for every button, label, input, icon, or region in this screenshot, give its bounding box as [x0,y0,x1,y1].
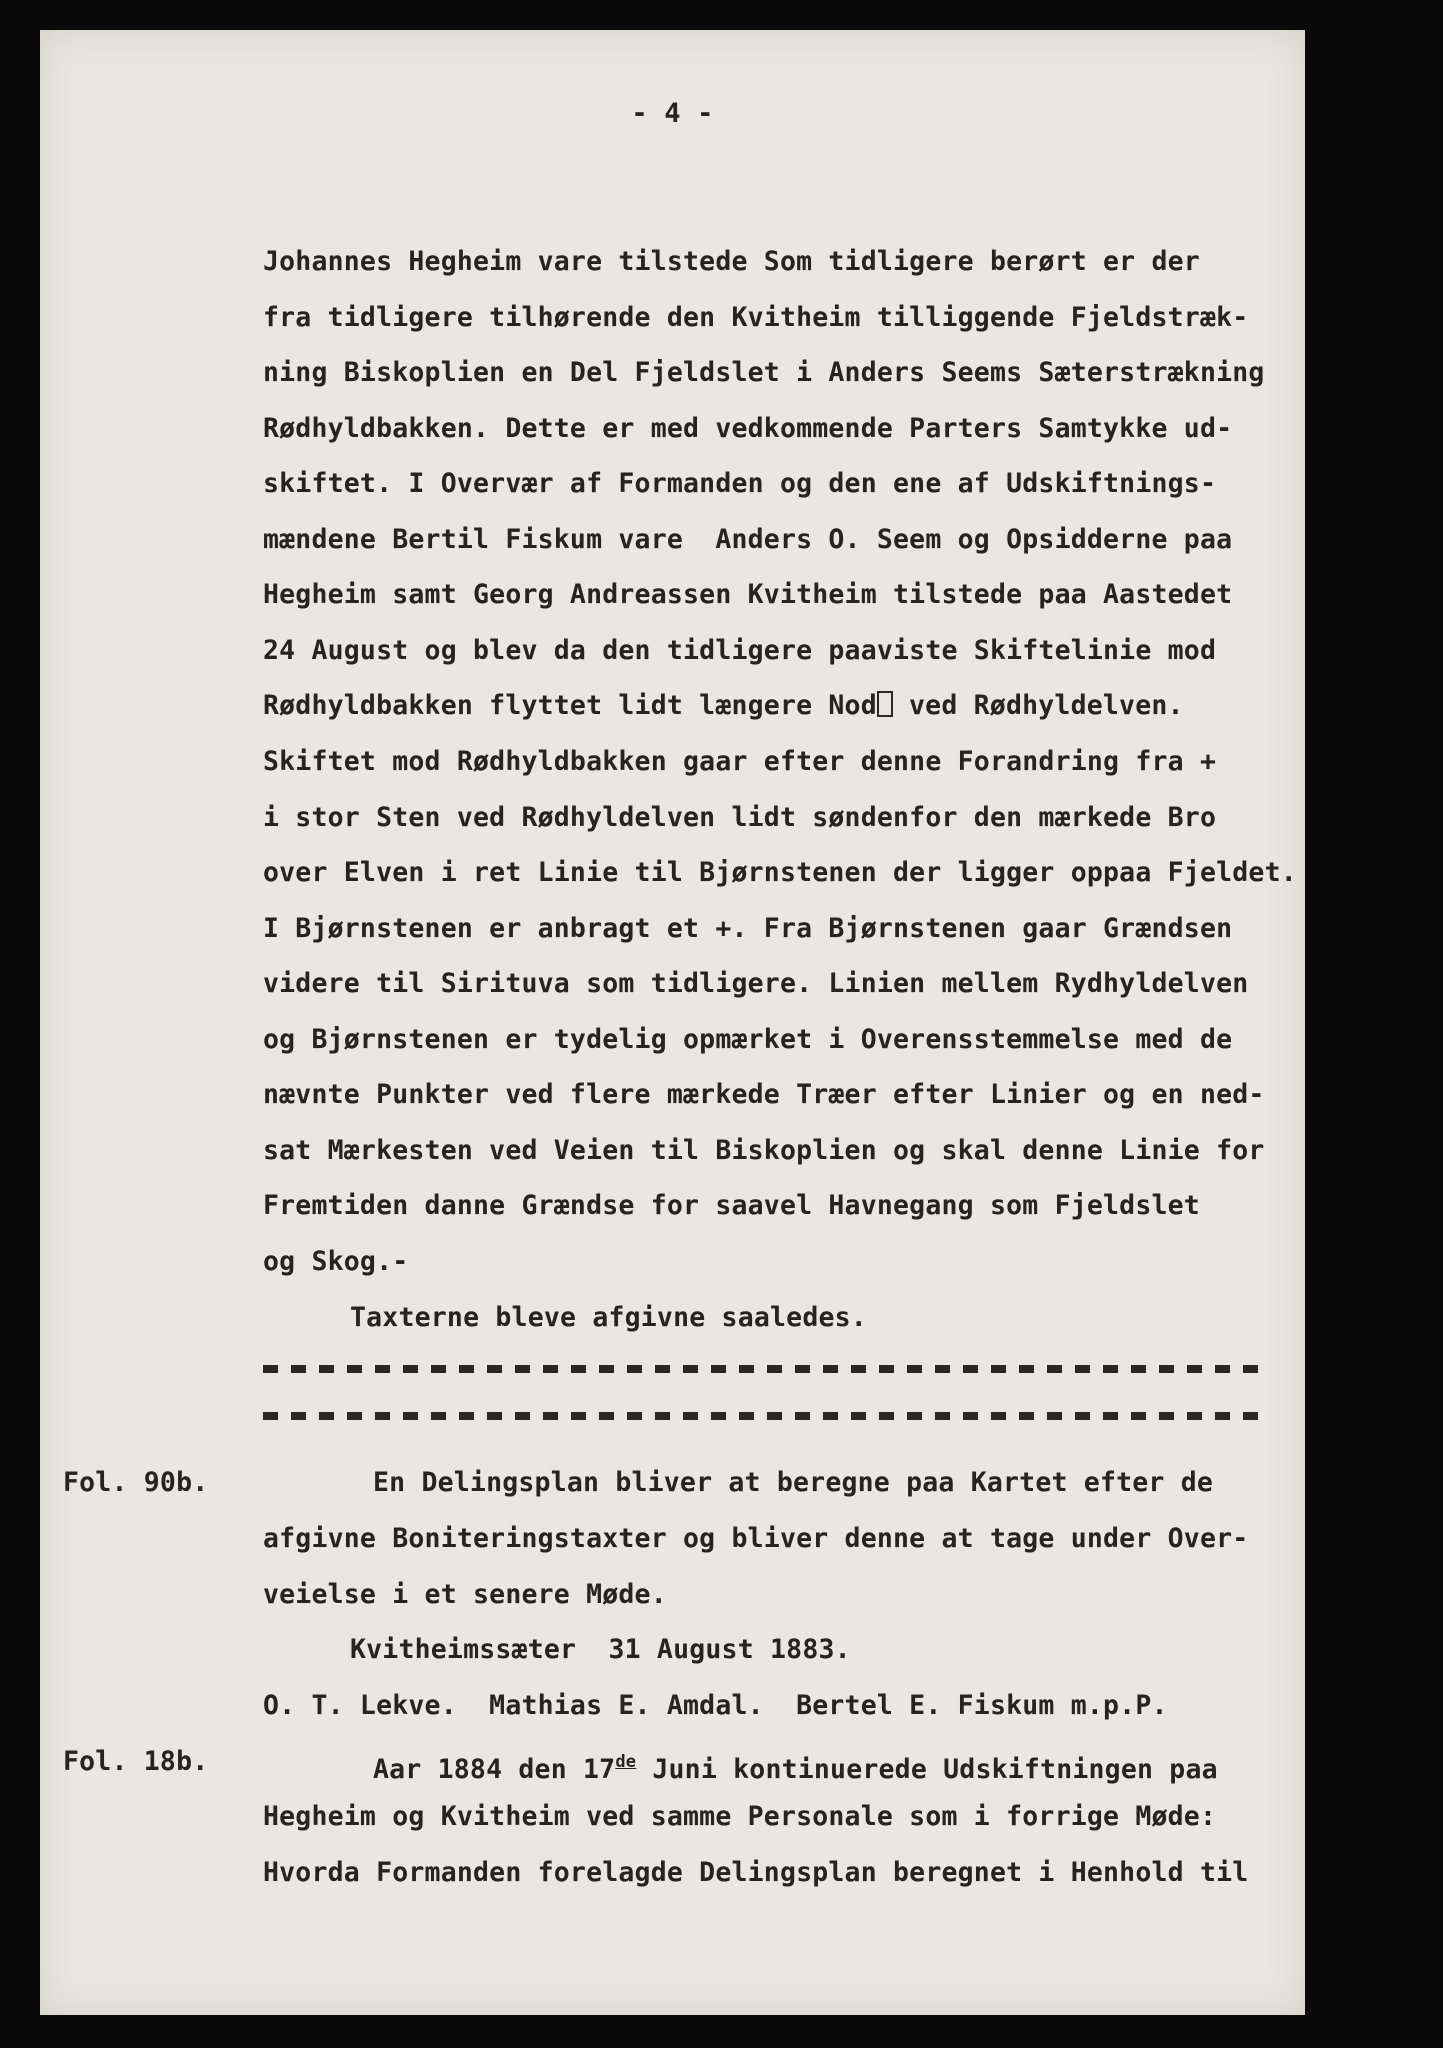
text-line: skiftet. I Overvær af Formanden og den ene af Udskiftnings- [263,468,1217,499]
page-number: - 4 - [631,98,714,129]
text-line: 24 August og blev da den tidligere paaviste Skiftelinie mod [263,635,1217,666]
text-line: Taxterne bleve afgivne saaledes. [350,1302,867,1333]
dashed-separator [263,1365,1271,1373]
text-line: mændene Bertil Fiskum vare Anders O. Seem og Opsidderne paa [263,524,1233,555]
typed-text [40,30,1305,2015]
text-line: afgivne Boniteringstaxter og bliver denne at tage under Over- [263,1523,1249,1554]
text-line: Skiftet mod Rødhyldbakken gaar efter denne Forandring fra + [263,746,1217,777]
margin-note: Fol. 18b. [63,1746,209,1777]
text-line: over Elven i ret Linie til Bjørnstenen der ligger oppaa Fjeldet. [263,857,1297,888]
document-page [40,30,1305,2015]
text-fragment: ved Rødhyldelven. [892,690,1184,721]
text-line: Hvorda Formanden forelagde Delingsplan beregnet i Henhold til [263,1857,1249,1888]
text-line: fra tidligere tilhørende den Kvitheim tilliggende Fjeldstræk- [263,302,1249,333]
text-line: nævnte Punkter ved flere mærkede Træer efter Linier og en ned- [263,1079,1265,1110]
text-line [263,690,1184,722]
text-line: og Bjørnstenen er tydelig opmærket i Overensstemmelse med de [263,1024,1233,1055]
text-line: videre til Sirituva som tidligere. Linien mellem Rydhyldelven [263,968,1249,999]
text-fragment: Juni kontinuerede Udskiftningen paa [636,1754,1218,1785]
text-line: Johannes Hegheim vare tilstede Som tidligere berørt er der [263,246,1200,277]
text-line: Fremtiden danne Grændse for saavel Havnegang som Fjeldslet [263,1190,1200,1221]
text-fragment: Aar 1884 den 17 [373,1754,616,1785]
text-line: og Skog.- [263,1246,409,1277]
correction-box [877,691,893,717]
text-line: veielse i et senere Møde. [263,1579,667,1610]
text-line: Hegheim og Kvitheim ved samme Personale som i forrige Møde: [263,1801,1217,1832]
margin-note: Fol. 90b. [63,1467,209,1498]
text-line [373,1746,1218,1785]
signatures: O. T. Lekve. Mathias E. Amdal. Bertel E. Fiskum m.p.P. [263,1690,1168,1721]
text-line: I Bjørnstenen er anbragt et +. Fra Bjørnstenen gaar Grændsen [263,913,1233,944]
text-line: En Delingsplan bliver at beregne paa Kartet efter de [373,1467,1214,1498]
text-line: sat Mærkesten ved Veien til Biskoplien og skal denne Linie for [263,1135,1265,1166]
place-date: Kvitheimssæter 31 August 1883. [350,1634,851,1665]
text-line: Hegheim samt Georg Andreassen Kvitheim tilstede paa Aastedet [263,579,1233,610]
text-line: ning Biskoplien en Del Fjeldslet i Anders Seems Sæterstrækning [263,357,1265,388]
superscript: de [615,1752,637,1772]
text-line: i stor Sten ved Rødhyldelven lidt søndenfor den mærkede Bro [263,802,1217,833]
text-line: Rødhyldbakken. Dette er med vedkommende Parters Samtykke ud- [263,413,1233,444]
dashed-separator [263,1412,1271,1420]
text-fragment: Rødhyldbakken flyttet lidt længere Nod [263,690,877,721]
